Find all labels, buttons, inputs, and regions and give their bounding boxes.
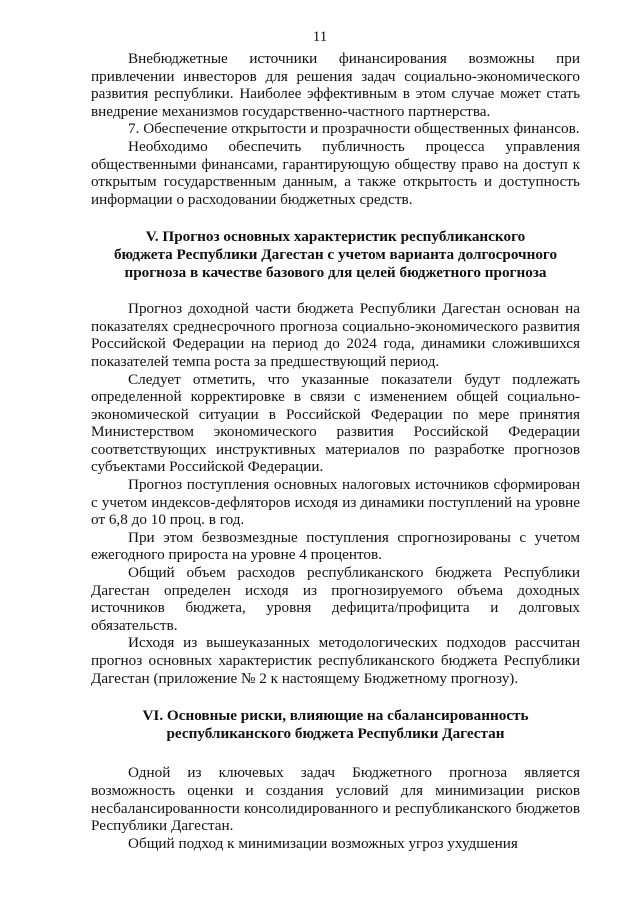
heading-line: бюджета Республики Дагестан с учетом варианта долгосрочного bbox=[113, 245, 558, 263]
heading-line: V. Прогноз основных характеристик республиканского bbox=[145, 228, 526, 246]
page-content bbox=[91, 50, 580, 852]
section-6-heading bbox=[91, 707, 580, 742]
page-number: 11 bbox=[312, 29, 328, 45]
paragraph: Внебюджетные источники финансирования возможны при привлечении инвесторов для решения задач социально-экономического развития республики. Наиболее эффективным в этом случае может стать внедрение механизмов государственно-частного партнерства. bbox=[91, 50, 580, 120]
heading-line: республиканского бюджета Республики Дагестан bbox=[166, 724, 505, 742]
paragraph: Прогноз доходной части бюджета Республики Дагестан основан на показателях среднесрочного прогноза социально-экономического развития Российской Федерации на период до 2024 года, динамики сложившихся показателей темпа роста за предшествующий период. bbox=[91, 300, 580, 370]
paragraph: При этом безвозмездные поступления спрогнозированы с учетом ежегодного прироста на уровне 4 процентов. bbox=[91, 528, 580, 564]
paragraph: Необходимо обеспечить публичность процесса управления общественными финансами, гарантирующую обществу право на доступ к открытым государственным данным, а также открытость и доступность информации о расходовании бюджетных средств. bbox=[91, 137, 580, 208]
heading-line: VI. Основные риски, влияющие на сбалансированность bbox=[142, 707, 529, 725]
paragraph: Общий подход к минимизации возможных угроз ухудшения bbox=[128, 834, 518, 852]
paragraph: Следует отметить, что указанные показатели будут подлежать определенной корректировке в связи с изменением общей социально-экономической ситуации в Российской Федерации по мере принятия Министерством экономического развития Российской Федерации соответствующих инструктивных материалов по разработке прогнозов субъектами Российской Федерации. bbox=[91, 370, 580, 476]
heading-line: прогноза в качестве базового для целей бюджетного прогноза bbox=[124, 263, 547, 281]
section-5-heading bbox=[91, 228, 580, 281]
paragraph: Исходя из вышеуказанных методологических подходов рассчитан прогноз основных характеристик республиканского бюджета Республики Дагестан (приложение № 2 к настоящему Бюджетному прогнозу). bbox=[91, 634, 580, 687]
paragraph: Прогноз поступления основных налоговых источников сформирован с учетом индексов-дефляторов исходя из динамики поступлений на уровне от 6,8 до 10 проц. в год. bbox=[91, 476, 580, 529]
paragraph: Одной из ключевых задач Бюджетного прогноза является возможность оценки и создания условий для минимизации рисков несбалансированности консолидированного и республиканского бюджетов Республики Дагестан. bbox=[91, 764, 580, 835]
paragraph: 7. Обеспечение открытости и прозрачности общественных финансов. bbox=[128, 120, 580, 138]
paragraph: Общий объем расходов республиканского бюджета Республики Дагестан определен исходя из прогнозируемого объема доходных источников бюджета, уровня дефицита/профицита и долговых обязательств. bbox=[91, 564, 580, 634]
